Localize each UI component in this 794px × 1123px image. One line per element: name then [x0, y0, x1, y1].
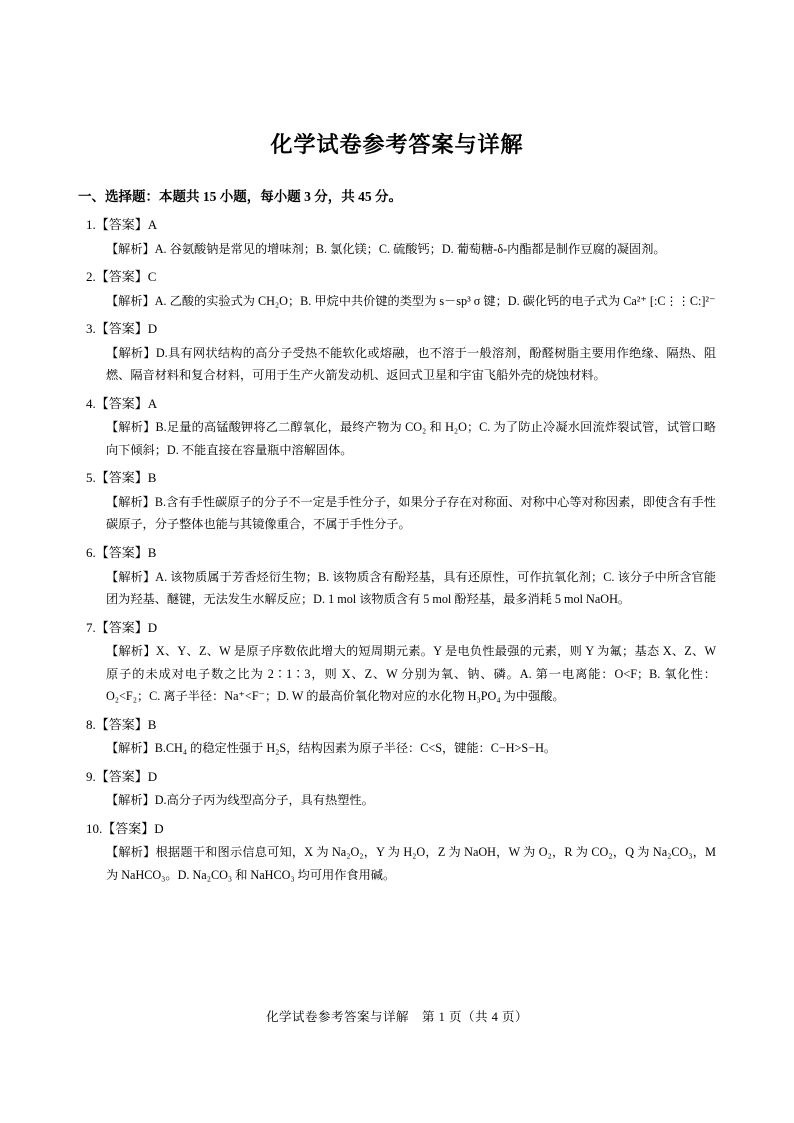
question-number: 6.	[86, 545, 96, 560]
answer-line	[86, 394, 716, 414]
analysis-line	[106, 566, 716, 611]
analysis-tag: 【解析】	[106, 644, 156, 659]
analysis-tag: 【解析】	[106, 241, 155, 256]
question-number: 5.	[86, 470, 96, 486]
question-number: 4.	[86, 395, 96, 411]
analysis-tag: 【解析】	[106, 293, 155, 308]
answer-tag: 【答案】	[95, 269, 148, 285]
question-number: 10.	[86, 820, 103, 836]
answer-value: B	[147, 470, 157, 486]
analysis-line	[106, 841, 716, 886]
analysis-text: D.高分子丙为线型高分子，具有热塑性。	[154, 793, 374, 808]
analysis-text: B.CH₄ 的稳定性强于 H₂S，结构因素为原子半径：C<S，键能：C−H>S−H。	[154, 741, 557, 756]
page-footer: 化学试卷参考答案与详解 第 1 页（共 4 页）	[265, 1010, 528, 1024]
analysis-text: 根据题干和图示信息可知，X 为 Na₂O₂，Y 为 H₂O，Z 为 NaOH，W 为 O₂，R 为 CO₂，Q 为 Na₂CO₃，M 为 NaHCO₃。D. Na₂CO₃ 和 NaHCO₃ 均可用作食用碱。	[106, 845, 716, 882]
answer-value: D	[154, 820, 164, 836]
answer-value: A	[147, 217, 158, 232]
analysis-line	[106, 342, 716, 387]
answer-value: B	[147, 716, 157, 732]
answer-tag: 【答案】	[95, 768, 148, 784]
answer-value: D	[147, 768, 158, 784]
analysis-text: B.含有手性碳原子的分子不一定是手性分子，如果分子存在对称面、对称中心等对称因素，即使含有手性碳原子，分子整体也能与其镜像重合，不属于手性分子。	[106, 494, 716, 532]
analysis-text: A. 谷氨酸钠是常见的增味剂；B. 氯化镁；C. 硫酸钙；D. 葡萄糖-δ-内酯都是制作豆腐的凝固剂。	[154, 241, 666, 256]
analysis-tag: 【解析】	[106, 793, 155, 808]
answer-tag: 【答案】	[102, 820, 155, 836]
question-block	[78, 468, 716, 536]
answer-value: B	[147, 545, 157, 560]
answer-line	[86, 618, 716, 638]
answer-tag: 【答案】	[95, 619, 148, 635]
analysis-tag: 【解析】	[106, 494, 155, 509]
question-block	[78, 715, 716, 760]
analysis-text: D.具有网状结构的高分子受热不能软化或熔融，也不溶于一般溶剂，酚醛树脂主要用作绝缘、隔热、阻燃、隔音材料和复合材料，可用于生产火箭发动机、返回式卫星和宇宙飞船外壳的烧蚀材料。	[106, 345, 717, 383]
analysis-line	[106, 789, 716, 812]
answer-value: C	[147, 269, 157, 285]
page-title: 化学试卷参考答案与详解	[270, 132, 524, 157]
question-block	[78, 618, 716, 708]
analysis-line	[106, 737, 716, 760]
analysis-text: B.足量的高锰酸钾将乙二醇氧化，最终产物为 CO₂ 和 H₂O；C. 为了防止冷凝水回流炸裂试管，试管口略向下倾斜；D. 不能直接在容量瓶中溶解固体。	[106, 420, 716, 457]
answer-line	[86, 319, 716, 339]
answer-line	[86, 715, 716, 735]
analysis-tag: 【解析】	[106, 569, 156, 584]
analysis-tag: 【解析】	[106, 741, 155, 756]
question-number: 7.	[86, 619, 96, 635]
question-block	[78, 215, 716, 260]
section-heading: 一、选择题：本题共 15 小题，每小题 3 分，共 45 分。	[78, 189, 402, 204]
answer-tag: 【答案】	[95, 545, 148, 560]
question-block	[78, 819, 716, 887]
question-number: 3.	[86, 321, 96, 337]
question-block	[78, 767, 716, 812]
analysis-text: X、Y、Z、W 是原子序数依此增大的短周期元素。Y 是电负性最强的元素，则 Y 为氟；基态 X、Z、W 原子的未成对电子数之比为 2∶1∶3，则 X、Z、W 分别为氧、钠、磷。A. 第一电离能：O<F；B. 氧化性：O₂<F₂；C. 离子半径：Na⁺<F⁻；D. W 的最高价氧化物对应的水化物 H₃PO₄ 为中强酸。	[106, 644, 716, 704]
answer-tag: 【答案】	[95, 470, 148, 486]
analysis-line	[106, 491, 716, 536]
question-number: 1.	[86, 217, 96, 232]
analysis-text: A. 乙酸的实验式为 CH₂O；B. 甲烷中共价键的类型为 s－sp³ σ 键；D. 碳化钙的电子式为 Ca²⁺ [:C⋮⋮C:]²⁻	[154, 293, 716, 308]
answer-value: A	[147, 395, 158, 411]
analysis-text: A. 该物质属于芳香烃衍生物；B. 该物质含有酚羟基，具有还原性，可作抗氧化剂；C. 该分子中所含官能团为羟基、醚键，无法发生水解反应；D. 1 mol 该物质含有 5 mol 酚羟基，最多消耗 5 mol NaOH。	[106, 569, 717, 607]
analysis-line	[106, 640, 716, 708]
question-number: 9.	[86, 768, 96, 784]
question-block	[78, 319, 716, 387]
analysis-line	[106, 416, 716, 461]
answer-value: D	[147, 619, 158, 635]
analysis-line	[106, 238, 716, 261]
answer-line	[86, 215, 716, 235]
answer-line	[86, 468, 716, 488]
answer-tag: 【答案】	[95, 716, 148, 732]
analysis-line	[106, 290, 716, 313]
answer-line	[86, 767, 716, 787]
question-number: 2.	[86, 269, 96, 285]
analysis-tag: 【解析】	[106, 420, 156, 435]
analysis-tag: 【解析】	[106, 345, 156, 360]
answer-line	[86, 819, 716, 839]
answer-line	[86, 543, 716, 563]
question-block	[78, 267, 716, 312]
answer-tag: 【答案】	[95, 217, 148, 232]
question-block	[78, 394, 716, 462]
answer-tag: 【答案】	[95, 395, 148, 411]
answer-value: D	[147, 321, 158, 337]
answer-tag: 【答案】	[95, 321, 148, 337]
analysis-tag: 【解析】	[106, 845, 156, 860]
answer-line	[86, 267, 716, 287]
question-block	[78, 543, 716, 611]
question-number: 8.	[86, 716, 96, 732]
